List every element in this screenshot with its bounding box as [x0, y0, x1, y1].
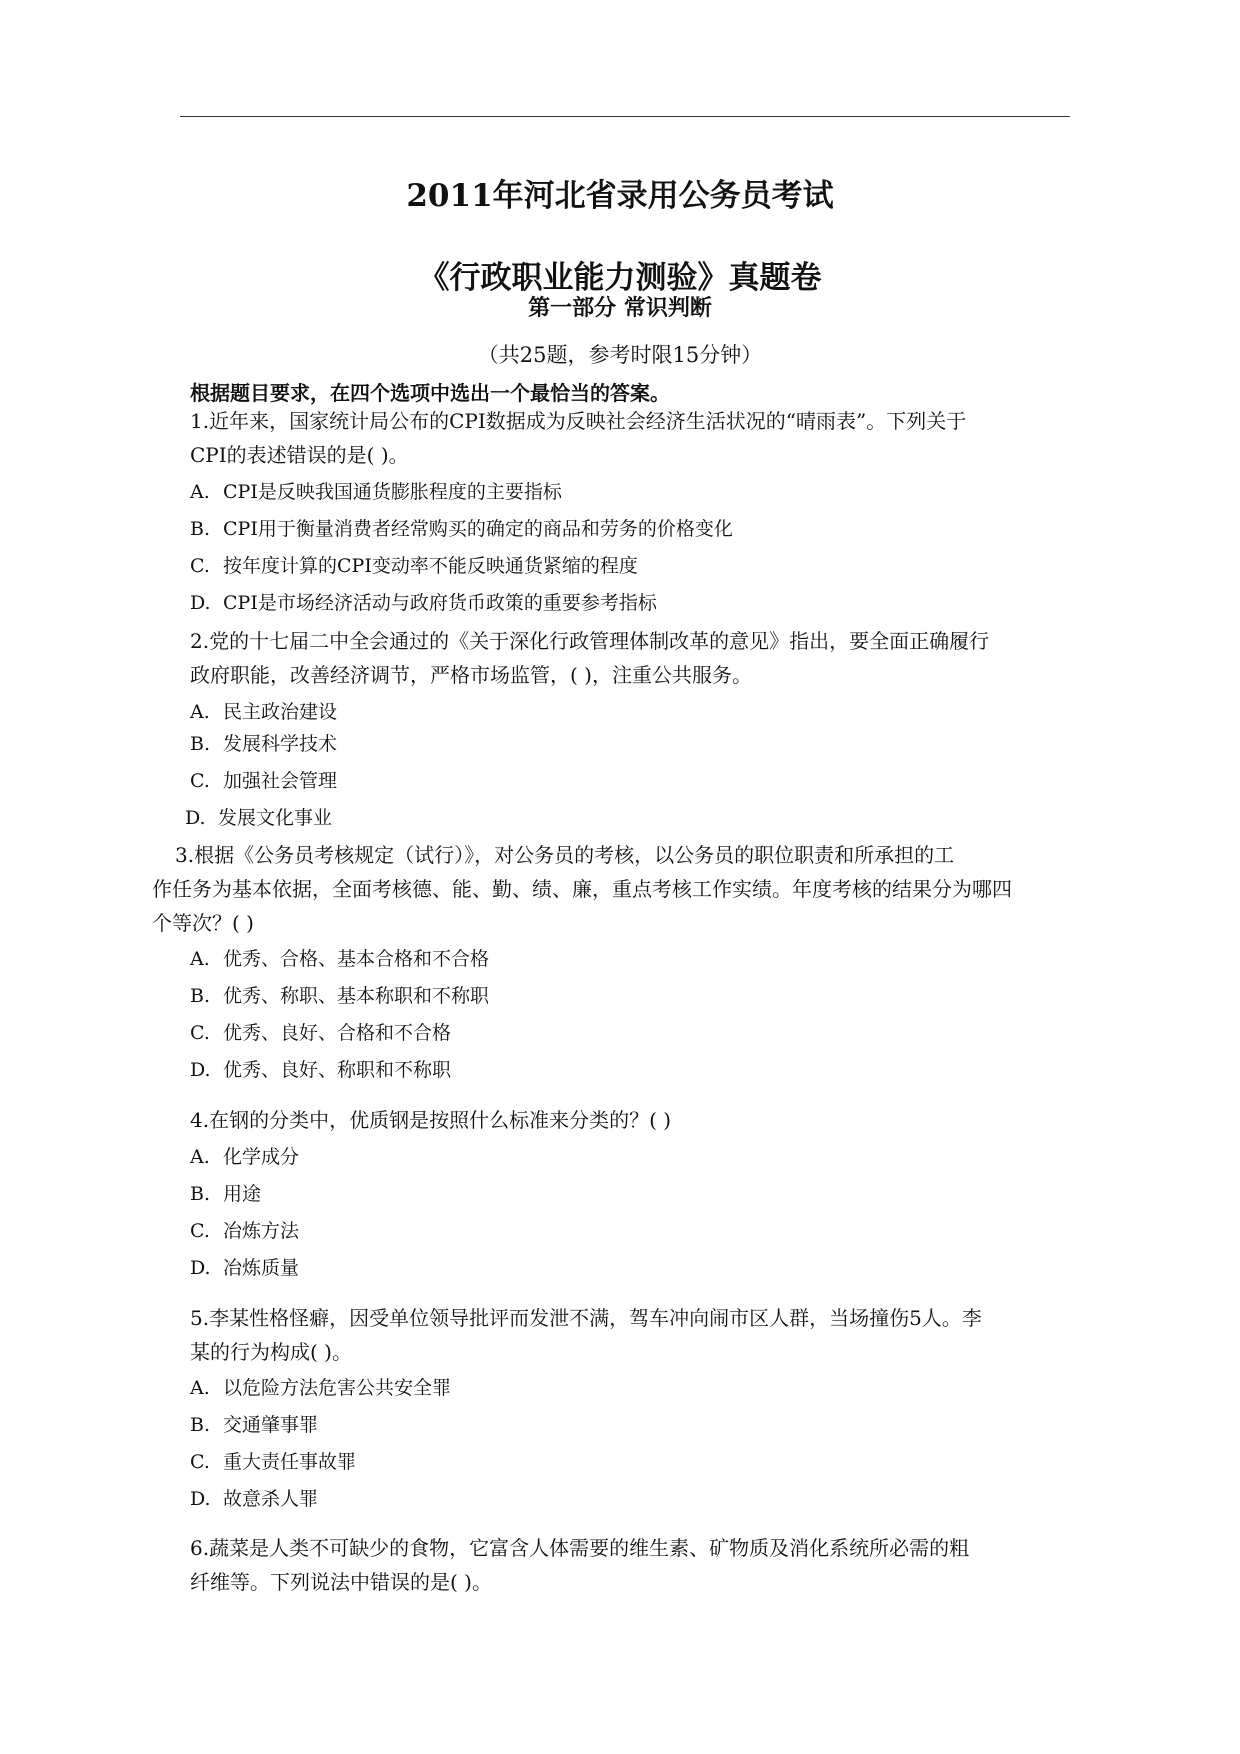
question-1-option-d: D. CPI是市场经济活动与政府货币政策的重要参考指标 [190, 592, 657, 614]
question-3-line-2: 作任务为基本依据，全面考核德、能、勤、绩、廉，重点考核工作实绩。年度考核的结果分为哪四 [152, 877, 1012, 901]
question-2-option-b: B. 发展科学技术 [190, 733, 338, 755]
question-4-option-b: B. 用途 [190, 1183, 262, 1205]
question-2-option-d: D. 发展文化事业 [185, 807, 333, 829]
question-5-option-c: C. 重大责任事故罪 [190, 1451, 357, 1473]
question-1-line-2: CPI的表述错误的是( )。 [190, 443, 409, 467]
question-3-line-1: 3.根据《公务员考核规定（试行）》，对公务员的考核，以公务员的职位职责和所承担的工 [175, 843, 955, 867]
question-3-option-d: D. 优秀、良好、称职和不称职 [190, 1059, 452, 1081]
question-3-line-3: 个等次？( ) [152, 911, 254, 935]
question-1-option-c: C. 按年度计算的CPI变动率不能反映通货紧缩的程度 [190, 555, 638, 577]
question-4-option-a: A. 化学成分 [190, 1146, 300, 1168]
question-2-line-1: 2.党的十七届二中全会通过的《关于深化行政管理体制改革的意见》指出，要全面正确履行 [190, 629, 990, 653]
section-title: 第一部分 常识判断 [528, 295, 712, 321]
question-3-option-b: B. 优秀、称职、基本称职和不称职 [190, 985, 490, 1007]
question-3-option-a: A. 优秀、合格、基本合格和不合格 [190, 948, 490, 970]
question-3-option-c: C. 优秀、良好、合格和不合格 [190, 1022, 452, 1044]
exam-title: 2011年河北省录用公务员考试 [406, 178, 834, 214]
question-4-line-1: 4.在钢的分类中，优质钢是按照什么标准来分类的？( ) [190, 1108, 672, 1132]
question-1-line-1: 1.近年来，国家统计局公布的CPI数据成为反映社会经济生活状况的“晴雨表”。下列关于 [190, 409, 967, 433]
instruction: 根据题目要求，在四个选项中选出一个最恰当的答案。 [190, 381, 670, 405]
question-1-option-a: A. CPI是反映我国通货膨胀程度的主要指标 [190, 481, 562, 503]
question-6-line-1: 6.蔬菜是人类不可缺少的食物，它富含人体需要的维生素、矿物质及消化系统所必需的粗 [190, 1536, 970, 1560]
question-2-line-2: 政府职能，改善经济调节，严格市场监管，( )，注重公共服务。 [190, 663, 752, 687]
exam-subtitle: 《行政职业能力测验》真题卷 [418, 260, 822, 296]
question-1-option-b: B. CPI用于衡量消费者经常购买的确定的商品和劳务的价格变化 [190, 518, 733, 540]
question-4-option-d: D. 冶炼质量 [190, 1257, 300, 1279]
question-5-option-b: B. 交通肇事罪 [190, 1414, 319, 1436]
header-rule [180, 116, 1070, 117]
question-6-line-2: 纤维等。下列说法中错误的是( )。 [190, 1570, 492, 1594]
question-5-line-1: 5.李某性格怪癖，因受单位领导批评而发泄不满，驾车冲向闹市区人群，当场撞伤5人。李 [190, 1306, 982, 1330]
question-2-option-c: C. 加强社会管理 [190, 770, 338, 792]
question-5-option-d: D. 故意杀人罪 [190, 1488, 319, 1510]
section-note: （共25题，参考时限15分钟） [477, 343, 763, 367]
question-5-option-a: A. 以危险方法危害公共安全罪 [190, 1377, 452, 1399]
question-2-option-a: A. 民主政治建设 [190, 701, 338, 723]
question-4-option-c: C. 冶炼方法 [190, 1220, 300, 1242]
question-5-line-2: 某的行为构成( )。 [190, 1340, 352, 1364]
